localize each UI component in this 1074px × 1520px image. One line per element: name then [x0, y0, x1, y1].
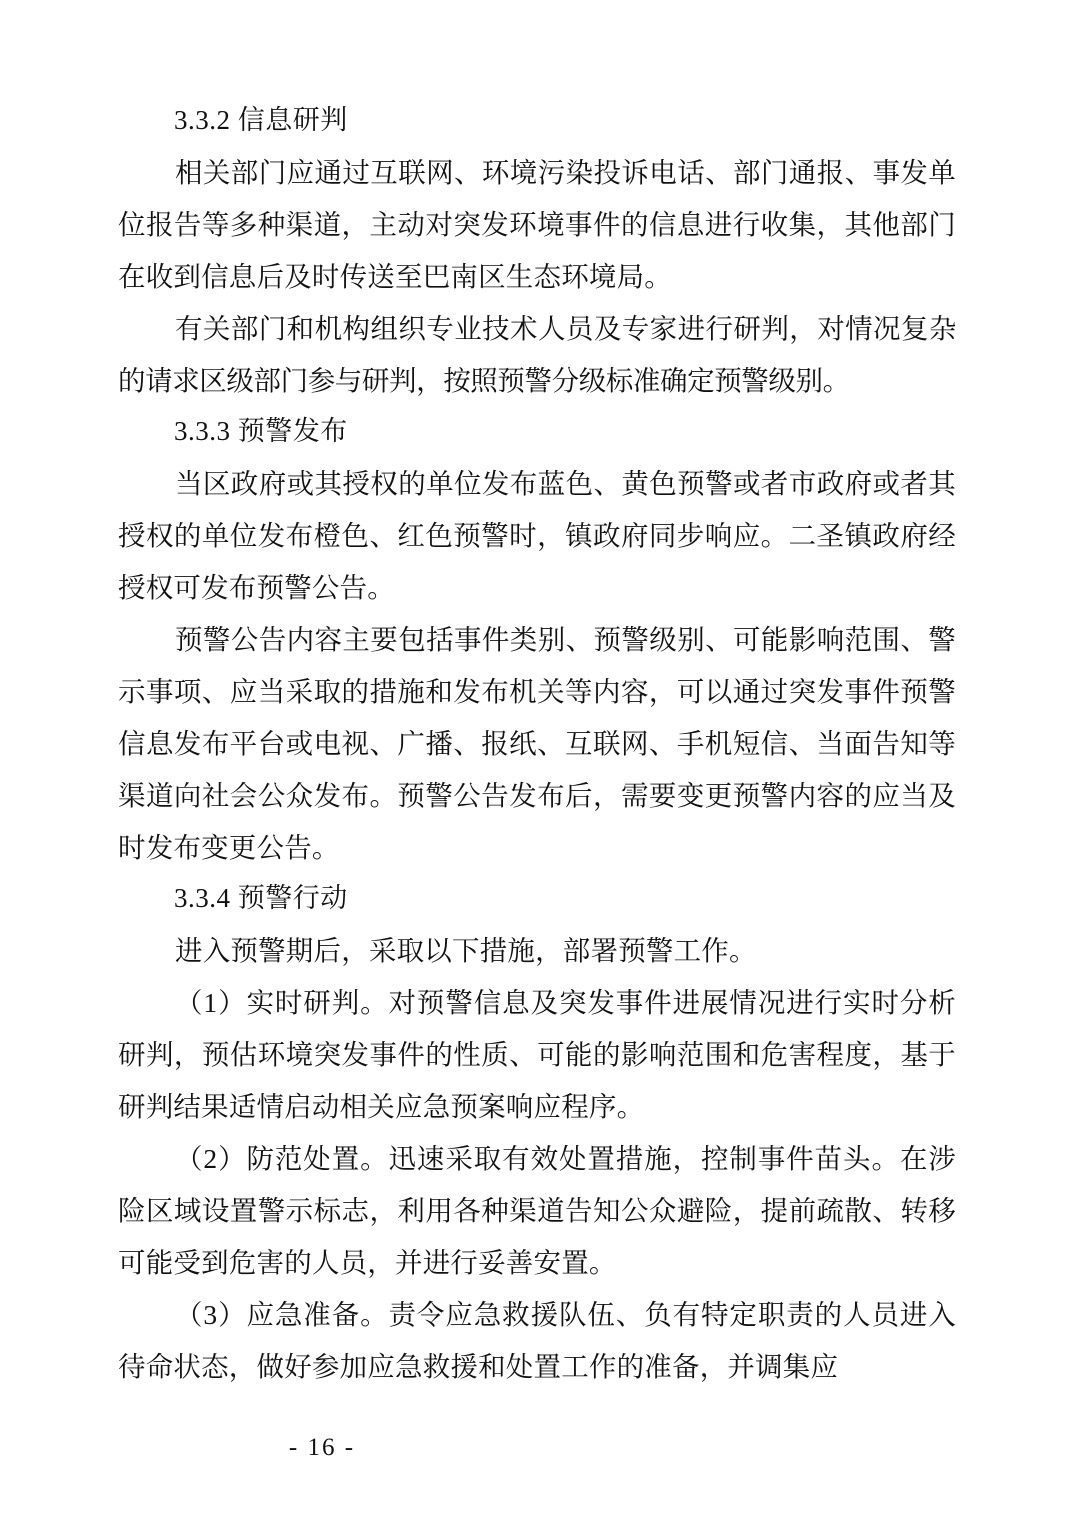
paragraph-warning-release-authority: 当区政府或其授权的单位发布蓝色、黄色预警或者市政府或者其授权的单位发布橙色、红色预警时，镇政府同步响应。二圣镇政府经授权可发布预警公告。: [118, 468, 956, 603]
paragraph-item-2-prevention-disposal: （2）防范处置。迅速采取有效处置措施，控制事件苗头。在涉险区域设置警示标志，利用各种渠道告知公众避险，提前疏散、转移可能受到危害的人员，并进行妥善安置。: [118, 1143, 956, 1278]
page-footer: [0, 1434, 1074, 1462]
paragraph-warning-period-intro: 进入预警期后，采取以下措施，部署预警工作。: [175, 935, 757, 966]
section-heading-3-3-4: 3.3.4 预警行动: [174, 883, 348, 913]
paragraph-info-collection: 相关部门应通过互联网、环境污染投诉电话、部门通报、事发单位报告等多种渠道，主动对突发环境事件的信息进行收集，其他部门在收到信息后及时传送至巴南区生态环境局。: [118, 157, 956, 292]
section-heading-3-3-3: 3.3.3 预警发布: [174, 416, 348, 446]
page-number: - 16 -: [288, 1434, 356, 1461]
paragraph-warning-content: 预警公告内容主要包括事件类别、预警级别、可能影响范围、警示事项、应当采取的措施和发布机关等内容，可以通过突发事件预警信息发布平台或电视、广播、报纸、互联网、手机短信、当面告知等渠道向社会公众发布。预警公告发布后，需要变更预警内容的应当及时发布变更公告。: [118, 624, 956, 863]
paragraph-item-1-realtime-analysis: （1）实时研判。对预警信息及突发事件进展情况进行实时分析研判，预估环境突发事件的性质、可能的影响范围和危害程度，基于研判结果适情启动相关应急预案响应程序。: [118, 987, 956, 1122]
document-body: [118, 96, 956, 1393]
section-heading-3-3-2: 3.3.2 信息研判: [174, 105, 348, 135]
paragraph-item-3-emergency-preparation: （3）应急准备。责令应急救援队伍、负有特定职责的人员进入待命状态，做好参加应急救援和处置工作的准备，并调集应: [118, 1299, 956, 1382]
paragraph-expert-analysis: 有关部门和机构组织专业技术人员及专家进行研判，对情况复杂的请求区级部门参与研判，按照预警分级标准确定预警级别。: [118, 313, 956, 396]
